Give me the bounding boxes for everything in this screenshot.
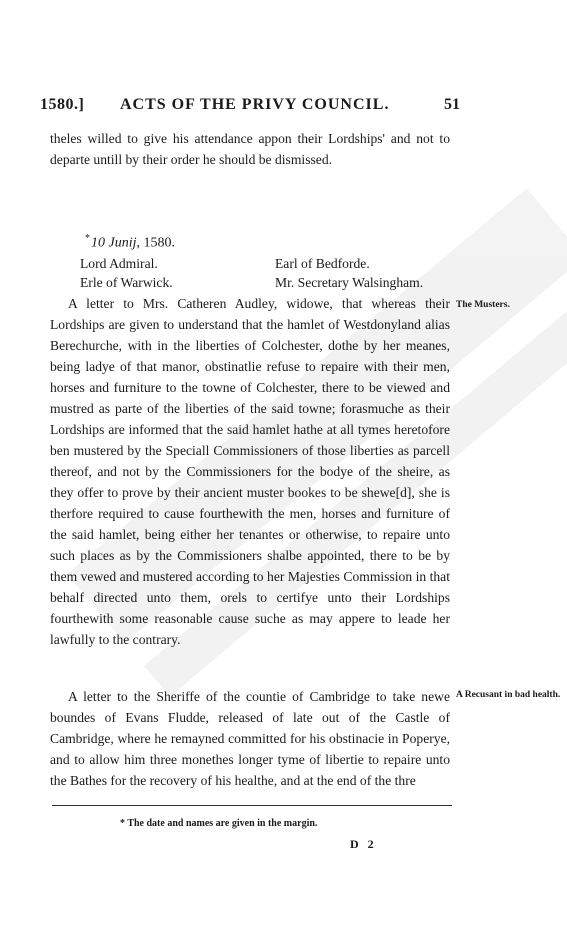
header-title: ACTS OF THE PRIVY COUNCIL. — [120, 96, 390, 113]
attendee: Earl of Bedforde. — [275, 256, 370, 271]
page-number: 51 — [444, 96, 460, 113]
intro-paragraph: theles willed to give his attendance appon their Lordships' and not to departe untill by their order he should be dismissed. — [50, 131, 450, 167]
attendee: Erle of Warwick. — [80, 275, 173, 290]
footnote: * The date and names are given in the margin. — [120, 818, 318, 829]
date-text: 10 Junij, — [91, 235, 140, 251]
date-year: 1580. — [143, 235, 175, 251]
margin-note-recusant: A Recusant in bad health. — [456, 690, 561, 700]
signature-mark: D 2 — [350, 837, 377, 851]
date-entry — [85, 233, 175, 252]
paragraph-recusant: A letter to the Sheriffe of the countie of Cambridge to take newe boundes of Evans Fludde, released of late out of the Castle of Cambridge, where he remayned committed for his obstinacie in Poperye, and to allow him three monethes longer tyme of libertie to repaire unto the Bathes for the recovery of his healthe, and at the end of the thre — [50, 689, 450, 788]
footnote-marker: * — [85, 233, 90, 244]
header-year: 1580.] — [40, 96, 85, 113]
footnote-divider — [52, 805, 452, 806]
attendee: Mr. Secretary Walsingham. — [275, 275, 424, 290]
running-header — [40, 96, 460, 118]
margin-note-musters: The Musters. — [456, 300, 510, 310]
paragraph-musters: A letter to Mrs. Catheren Audley, widowe, that whereas their Lordships are given to understand that the hamlet of Westdonyland alias Berechurche, with in the liberties of Colchester, dothe by her meanes, being ladye of that manor, obstinatlie refuse to repaire with their men, horses and furniture to the towne of Colchester, there to be viewed and mustred as parte of the liberties of the said towne; forasmuche as their Lordships are informed that the said hamlet hathe at all tymes heretofore ben mustered by the Speciall Commissioners of those liberties as parcell thereof, and not by the Commissioners for the bodye of the sheire, as they offer to prove by their ancient muster bookes to be shewe[d], she is therfore required to cause fourthewith the men, horses and furniture of the said hamlet, being either her tenantes or otherwise, to repaire unto such places as by the Commissioners shalbe appointed, there to be by them vewed and mustered according to her Majesties Commission in that behalf directed unto them, orels to certifye unto their Lordships fourthewith some reasonable cause suche as may appere to leade her lawfully to the contrary. — [50, 296, 450, 647]
attendee: Lord Admiral. — [80, 256, 158, 271]
